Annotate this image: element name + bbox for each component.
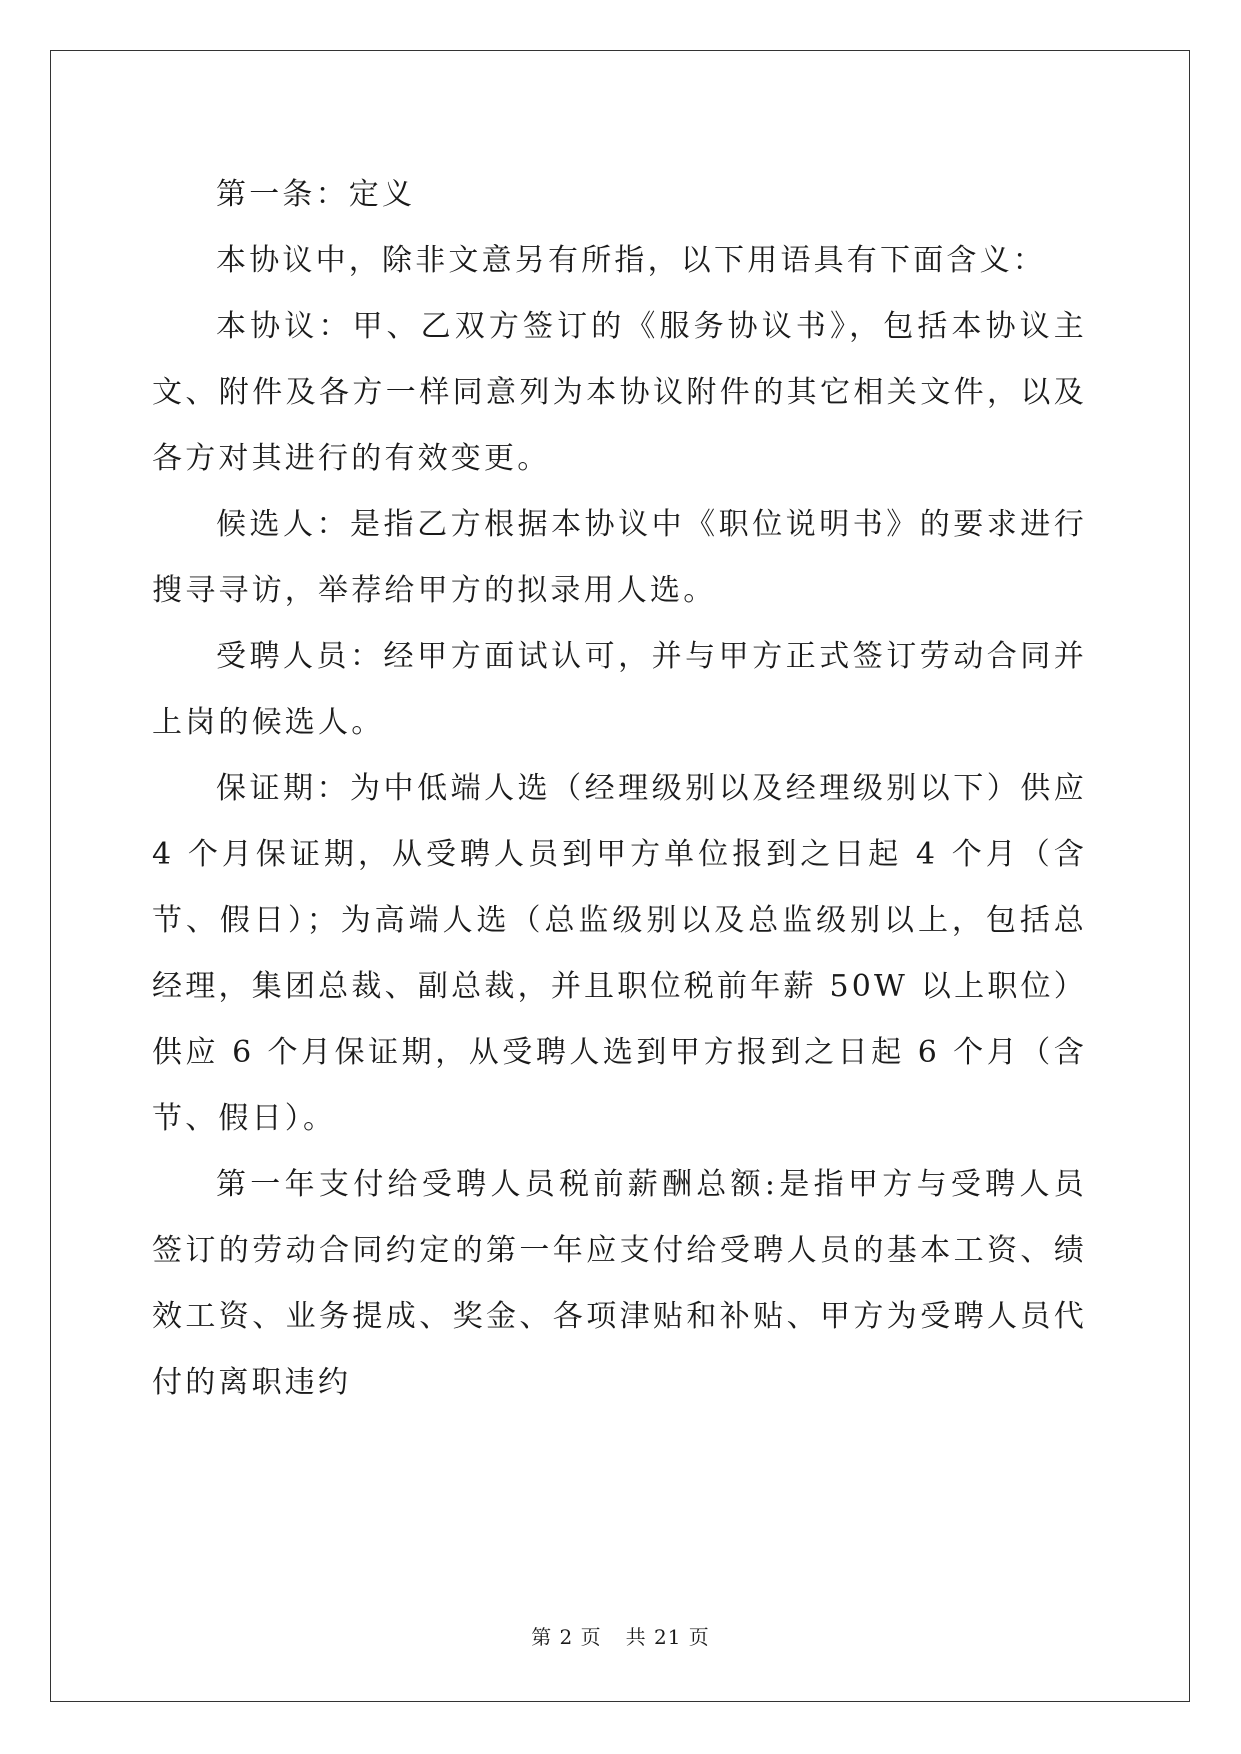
paragraph-agreement-definition: 本协议：甲、乙双方签订的《服务协议书》，包括本协议主文、附件及各方一样同意列为本协议附件的其它相关文件，以及各方对其进行的有效变更。 — [152, 309, 1087, 476]
paragraph-intro: 本协议中，除非文意另有所指，以下用语具有下面含义： — [216, 243, 1046, 278]
document-body — [152, 162, 1087, 1416]
page-number: 第 2 页 — [531, 1625, 602, 1649]
paragraph-employee-definition: 受聘人员：经甲方面试认可，并与甲方正式签订劳动合同并上岗的候选人。 — [152, 639, 1087, 740]
paragraph-candidate-definition: 候选人：是指乙方根据本协议中《职位说明书》的要求进行搜寻寻访，举荐给甲方的拟录用人选。 — [152, 507, 1087, 608]
page-footer — [0, 1625, 1241, 1649]
article-heading: 第一条：定义 — [216, 177, 416, 212]
paragraph-guarantee-period: 保证期：为中低端人选（经理级别以及经理级别以下）供应 4 个月保证期，从受聘人员到甲方单位报到之日起 4 个月（含节、假日）；为高端人选（总监级别以及总监级别以上，包括总经理，集团总裁、副总裁，并且职位税前年薪 50W 以上职位）供应 6 个月保证期，从受聘人选到甲方报到之日起 6 个月（含节、假日）。 — [152, 771, 1087, 1136]
page-total: 共 21 页 — [625, 1625, 710, 1649]
paragraph-first-year-salary: 第一年支付给受聘人员税前薪酬总额:是指甲方与受聘人员签订的劳动合同约定的第一年应支付给受聘人员的基本工资、绩效工资、业务提成、奖金、各项津贴和补贴、甲方为受聘人员代付的离职违约 — [152, 1167, 1087, 1400]
